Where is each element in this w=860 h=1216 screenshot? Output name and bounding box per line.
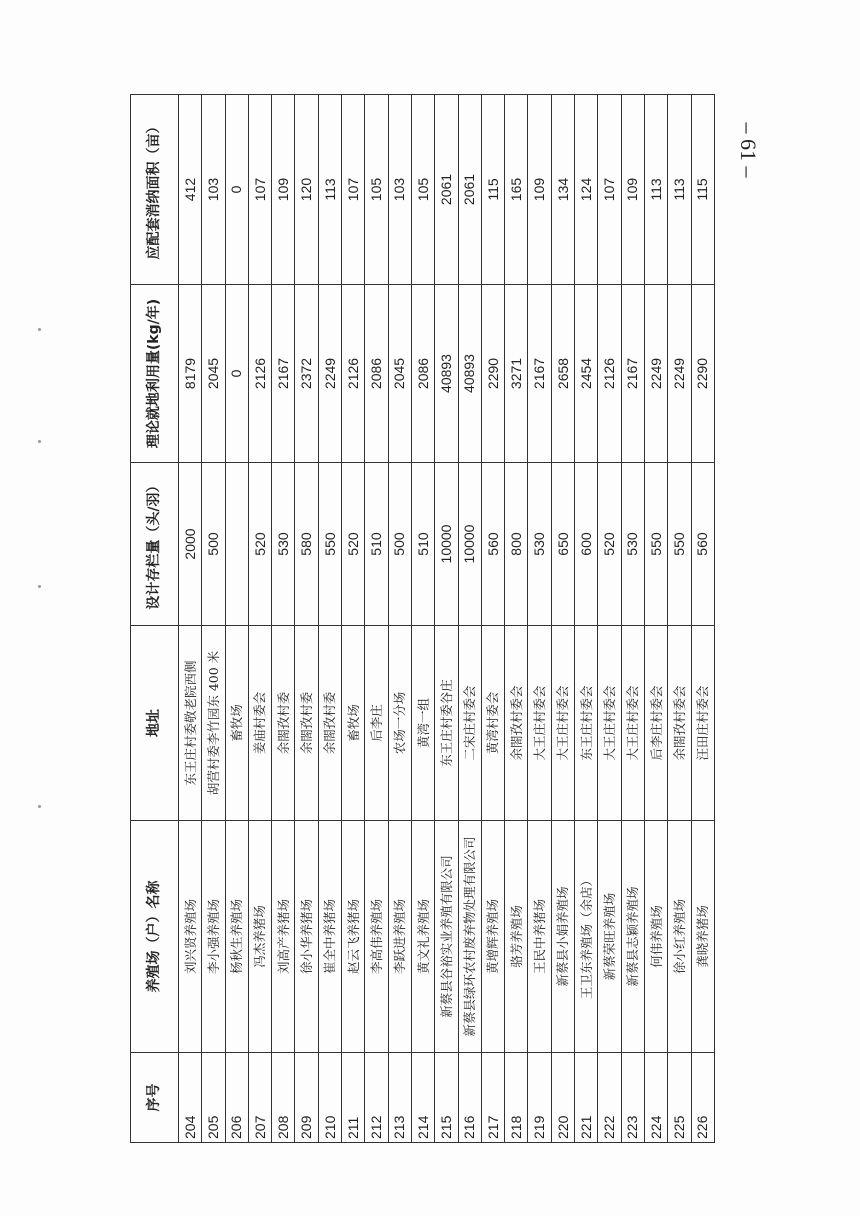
cell-address: 东王庄村委会 bbox=[575, 626, 598, 821]
cell-fertilizer: 2126 bbox=[342, 285, 365, 463]
cell-area: 113 bbox=[668, 95, 691, 285]
table-row bbox=[411, 95, 434, 1143]
table-row bbox=[551, 95, 574, 1143]
table-row bbox=[248, 95, 271, 1143]
cell-seq: 216 bbox=[458, 1053, 481, 1143]
header-capacity: 设计存栏量（头/羽） bbox=[131, 463, 179, 626]
cell-seq: 225 bbox=[668, 1053, 691, 1143]
cell-address: 大王庄村委会 bbox=[528, 626, 551, 821]
cell-address: 东王庄村委敬老院西侧 bbox=[179, 626, 202, 821]
cell-farm-name: 徐小华养猪场 bbox=[295, 821, 318, 1053]
cell-seq: 207 bbox=[248, 1053, 271, 1143]
table-row bbox=[458, 95, 481, 1143]
cell-farm-name: 杨秋生养殖场 bbox=[225, 821, 248, 1053]
table-row bbox=[644, 95, 667, 1143]
cell-capacity bbox=[225, 463, 248, 626]
header-fertilizer: 理论就地利用量(kg/年) bbox=[131, 285, 179, 463]
cell-area: 107 bbox=[248, 95, 271, 285]
cell-fertilizer: 2167 bbox=[621, 285, 644, 463]
cell-farm-name: 新蔡县志颖养殖场 bbox=[621, 821, 644, 1053]
cell-farm-name: 新蔡县小娟养殖场 bbox=[551, 821, 574, 1053]
cell-area: 109 bbox=[272, 95, 295, 285]
cell-fertilizer: 2126 bbox=[248, 285, 271, 463]
cell-seq: 217 bbox=[481, 1053, 504, 1143]
table-row bbox=[481, 95, 504, 1143]
table-row bbox=[342, 95, 365, 1143]
cell-address: 后李庄 bbox=[365, 626, 388, 821]
cell-area: 124 bbox=[575, 95, 598, 285]
header-name: 养殖场（户）名称 bbox=[131, 821, 179, 1053]
cell-address: 汪田庄村委会 bbox=[691, 626, 714, 821]
scan-dot bbox=[38, 585, 41, 588]
cell-capacity: 550 bbox=[668, 463, 691, 626]
rotated-table-container bbox=[130, 95, 715, 1143]
cell-area: 0 bbox=[225, 95, 248, 285]
cell-area: 105 bbox=[365, 95, 388, 285]
cell-seq: 209 bbox=[295, 1053, 318, 1143]
cell-capacity: 530 bbox=[272, 463, 295, 626]
cell-capacity: 550 bbox=[644, 463, 667, 626]
cell-farm-name: 新蔡县谷裕实业养殖有限公司 bbox=[435, 821, 458, 1053]
table-row bbox=[388, 95, 411, 1143]
cell-capacity: 510 bbox=[365, 463, 388, 626]
cell-capacity: 530 bbox=[528, 463, 551, 626]
cell-area: 107 bbox=[598, 95, 621, 285]
cell-capacity: 510 bbox=[411, 463, 434, 626]
cell-area: 165 bbox=[505, 95, 528, 285]
table-row bbox=[225, 95, 248, 1143]
cell-fertilizer: 2454 bbox=[575, 285, 598, 463]
cell-fertilizer: 2045 bbox=[202, 285, 225, 463]
scan-dot bbox=[38, 440, 41, 443]
cell-seq: 226 bbox=[691, 1053, 714, 1143]
cell-capacity: 10000 bbox=[458, 463, 481, 626]
cell-seq: 213 bbox=[388, 1053, 411, 1143]
cell-fertilizer: 2249 bbox=[668, 285, 691, 463]
cell-seq: 211 bbox=[342, 1053, 365, 1143]
cell-address: 余閤孜村委会 bbox=[505, 626, 528, 821]
header-area: 应配套消纳面积（亩） bbox=[131, 95, 179, 285]
cell-fertilizer: 2086 bbox=[365, 285, 388, 463]
cell-capacity: 500 bbox=[388, 463, 411, 626]
cell-capacity: 800 bbox=[505, 463, 528, 626]
cell-address: 余閤孜村委 bbox=[318, 626, 341, 821]
cell-address: 黄湾一组 bbox=[411, 626, 434, 821]
cell-farm-name: 龚晓养猪场 bbox=[691, 821, 714, 1053]
cell-farm-name: 徐小红养殖场 bbox=[668, 821, 691, 1053]
cell-fertilizer: 2045 bbox=[388, 285, 411, 463]
cell-capacity: 560 bbox=[691, 463, 714, 626]
livestock-farm-table bbox=[130, 94, 715, 1143]
table-row bbox=[668, 95, 691, 1143]
cell-capacity: 580 bbox=[295, 463, 318, 626]
cell-address: 东王庄村委谷庄 bbox=[435, 626, 458, 821]
cell-area: 115 bbox=[481, 95, 504, 285]
cell-fertilizer: 0 bbox=[225, 285, 248, 463]
cell-farm-name: 赵云飞养猪场 bbox=[342, 821, 365, 1053]
cell-seq: 206 bbox=[225, 1053, 248, 1143]
cell-area: 103 bbox=[202, 95, 225, 285]
cell-farm-name: 新蔡荣旺养殖场 bbox=[598, 821, 621, 1053]
table-row bbox=[575, 95, 598, 1143]
cell-address: 余閤孜村委 bbox=[295, 626, 318, 821]
cell-address: 胡营村委李竹园东 400 米 bbox=[202, 626, 225, 821]
cell-area: 113 bbox=[644, 95, 667, 285]
cell-fertilizer: 40893 bbox=[435, 285, 458, 463]
cell-farm-name: 刘兴贤养殖场 bbox=[179, 821, 202, 1053]
cell-address: 余閤孜村委会 bbox=[668, 626, 691, 821]
cell-area: 134 bbox=[551, 95, 574, 285]
cell-address: 农场一分场 bbox=[388, 626, 411, 821]
cell-area: 2061 bbox=[435, 95, 458, 285]
cell-farm-name: 李小强养殖场 bbox=[202, 821, 225, 1053]
cell-address: 余閤孜村委 bbox=[272, 626, 295, 821]
cell-address: 姜庙村委会 bbox=[248, 626, 271, 821]
cell-fertilizer: 2249 bbox=[318, 285, 341, 463]
cell-area: 113 bbox=[318, 95, 341, 285]
cell-capacity: 10000 bbox=[435, 463, 458, 626]
cell-fertilizer: 2167 bbox=[528, 285, 551, 463]
cell-address: 畜牧场 bbox=[225, 626, 248, 821]
table-row bbox=[598, 95, 621, 1143]
cell-seq: 212 bbox=[365, 1053, 388, 1143]
cell-capacity: 600 bbox=[575, 463, 598, 626]
scan-dot bbox=[38, 328, 41, 331]
cell-capacity: 500 bbox=[202, 463, 225, 626]
cell-seq: 214 bbox=[411, 1053, 434, 1143]
cell-capacity: 520 bbox=[342, 463, 365, 626]
cell-area: 103 bbox=[388, 95, 411, 285]
header-address: 地址 bbox=[131, 626, 179, 821]
table-row bbox=[179, 95, 202, 1143]
cell-capacity: 520 bbox=[248, 463, 271, 626]
cell-area: 109 bbox=[528, 95, 551, 285]
cell-farm-name: 崔全中养猪场 bbox=[318, 821, 341, 1053]
cell-area: 120 bbox=[295, 95, 318, 285]
cell-seq: 222 bbox=[598, 1053, 621, 1143]
cell-address: 大王庄村委会 bbox=[551, 626, 574, 821]
page-number: – 61 – bbox=[736, 122, 761, 178]
table-row bbox=[691, 95, 714, 1143]
table-row bbox=[318, 95, 341, 1143]
cell-farm-name: 王卫东养殖场（余店） bbox=[575, 821, 598, 1053]
cell-area: 105 bbox=[411, 95, 434, 285]
cell-farm-name: 刘高产养猪场 bbox=[272, 821, 295, 1053]
cell-seq: 223 bbox=[621, 1053, 644, 1143]
cell-capacity: 550 bbox=[318, 463, 341, 626]
cell-fertilizer: 40893 bbox=[458, 285, 481, 463]
cell-capacity: 2000 bbox=[179, 463, 202, 626]
cell-address: 畜牧场 bbox=[342, 626, 365, 821]
cell-farm-name: 黄文礼养殖场 bbox=[411, 821, 434, 1053]
cell-fertilizer: 2372 bbox=[295, 285, 318, 463]
cell-capacity: 520 bbox=[598, 463, 621, 626]
table-row bbox=[435, 95, 458, 1143]
cell-area: 107 bbox=[342, 95, 365, 285]
cell-farm-name: 黄增辉养殖场 bbox=[481, 821, 504, 1053]
table-row bbox=[295, 95, 318, 1143]
header-row bbox=[131, 95, 179, 1143]
cell-seq: 208 bbox=[272, 1053, 295, 1143]
cell-fertilizer: 2167 bbox=[272, 285, 295, 463]
cell-fertilizer: 3271 bbox=[505, 285, 528, 463]
cell-seq: 219 bbox=[528, 1053, 551, 1143]
cell-capacity: 560 bbox=[481, 463, 504, 626]
cell-farm-name: 冯杰养猪场 bbox=[248, 821, 271, 1053]
cell-seq: 205 bbox=[202, 1053, 225, 1143]
table-row bbox=[272, 95, 295, 1143]
cell-fertilizer: 2126 bbox=[598, 285, 621, 463]
cell-fertilizer: 2086 bbox=[411, 285, 434, 463]
cell-farm-name: 王民中养猪场 bbox=[528, 821, 551, 1053]
table-row bbox=[202, 95, 225, 1143]
cell-seq: 218 bbox=[505, 1053, 528, 1143]
table-row bbox=[621, 95, 644, 1143]
cell-seq: 210 bbox=[318, 1053, 341, 1143]
cell-farm-name: 何伟养殖场 bbox=[644, 821, 667, 1053]
cell-capacity: 650 bbox=[551, 463, 574, 626]
cell-address: 二宋庄村委会 bbox=[458, 626, 481, 821]
cell-seq: 221 bbox=[575, 1053, 598, 1143]
cell-seq: 204 bbox=[179, 1053, 202, 1143]
header-seq: 序号 bbox=[131, 1053, 179, 1143]
cell-address: 大王庄村委会 bbox=[598, 626, 621, 821]
cell-fertilizer: 8179 bbox=[179, 285, 202, 463]
cell-seq: 215 bbox=[435, 1053, 458, 1143]
cell-fertilizer: 2249 bbox=[644, 285, 667, 463]
cell-address: 后李庄村委会 bbox=[644, 626, 667, 821]
cell-farm-name: 李高伟养殖场 bbox=[365, 821, 388, 1053]
cell-seq: 224 bbox=[644, 1053, 667, 1143]
cell-fertilizer: 2658 bbox=[551, 285, 574, 463]
cell-farm-name: 李跃进养殖场 bbox=[388, 821, 411, 1053]
cell-farm-name: 骆芳养殖场 bbox=[505, 821, 528, 1053]
cell-area: 115 bbox=[691, 95, 714, 285]
cell-area: 2061 bbox=[458, 95, 481, 285]
table-row bbox=[365, 95, 388, 1143]
scan-dot bbox=[38, 805, 41, 808]
cell-address: 黄湾村委会 bbox=[481, 626, 504, 821]
cell-area: 109 bbox=[621, 95, 644, 285]
table-row bbox=[505, 95, 528, 1143]
cell-address: 大王庄村委会 bbox=[621, 626, 644, 821]
cell-farm-name: 新蔡县绿环农村废弃物处理有限公司 bbox=[458, 821, 481, 1053]
cell-fertilizer: 2290 bbox=[481, 285, 504, 463]
cell-capacity: 530 bbox=[621, 463, 644, 626]
table-row bbox=[528, 95, 551, 1143]
cell-area: 412 bbox=[179, 95, 202, 285]
cell-seq: 220 bbox=[551, 1053, 574, 1143]
cell-fertilizer: 2290 bbox=[691, 285, 714, 463]
